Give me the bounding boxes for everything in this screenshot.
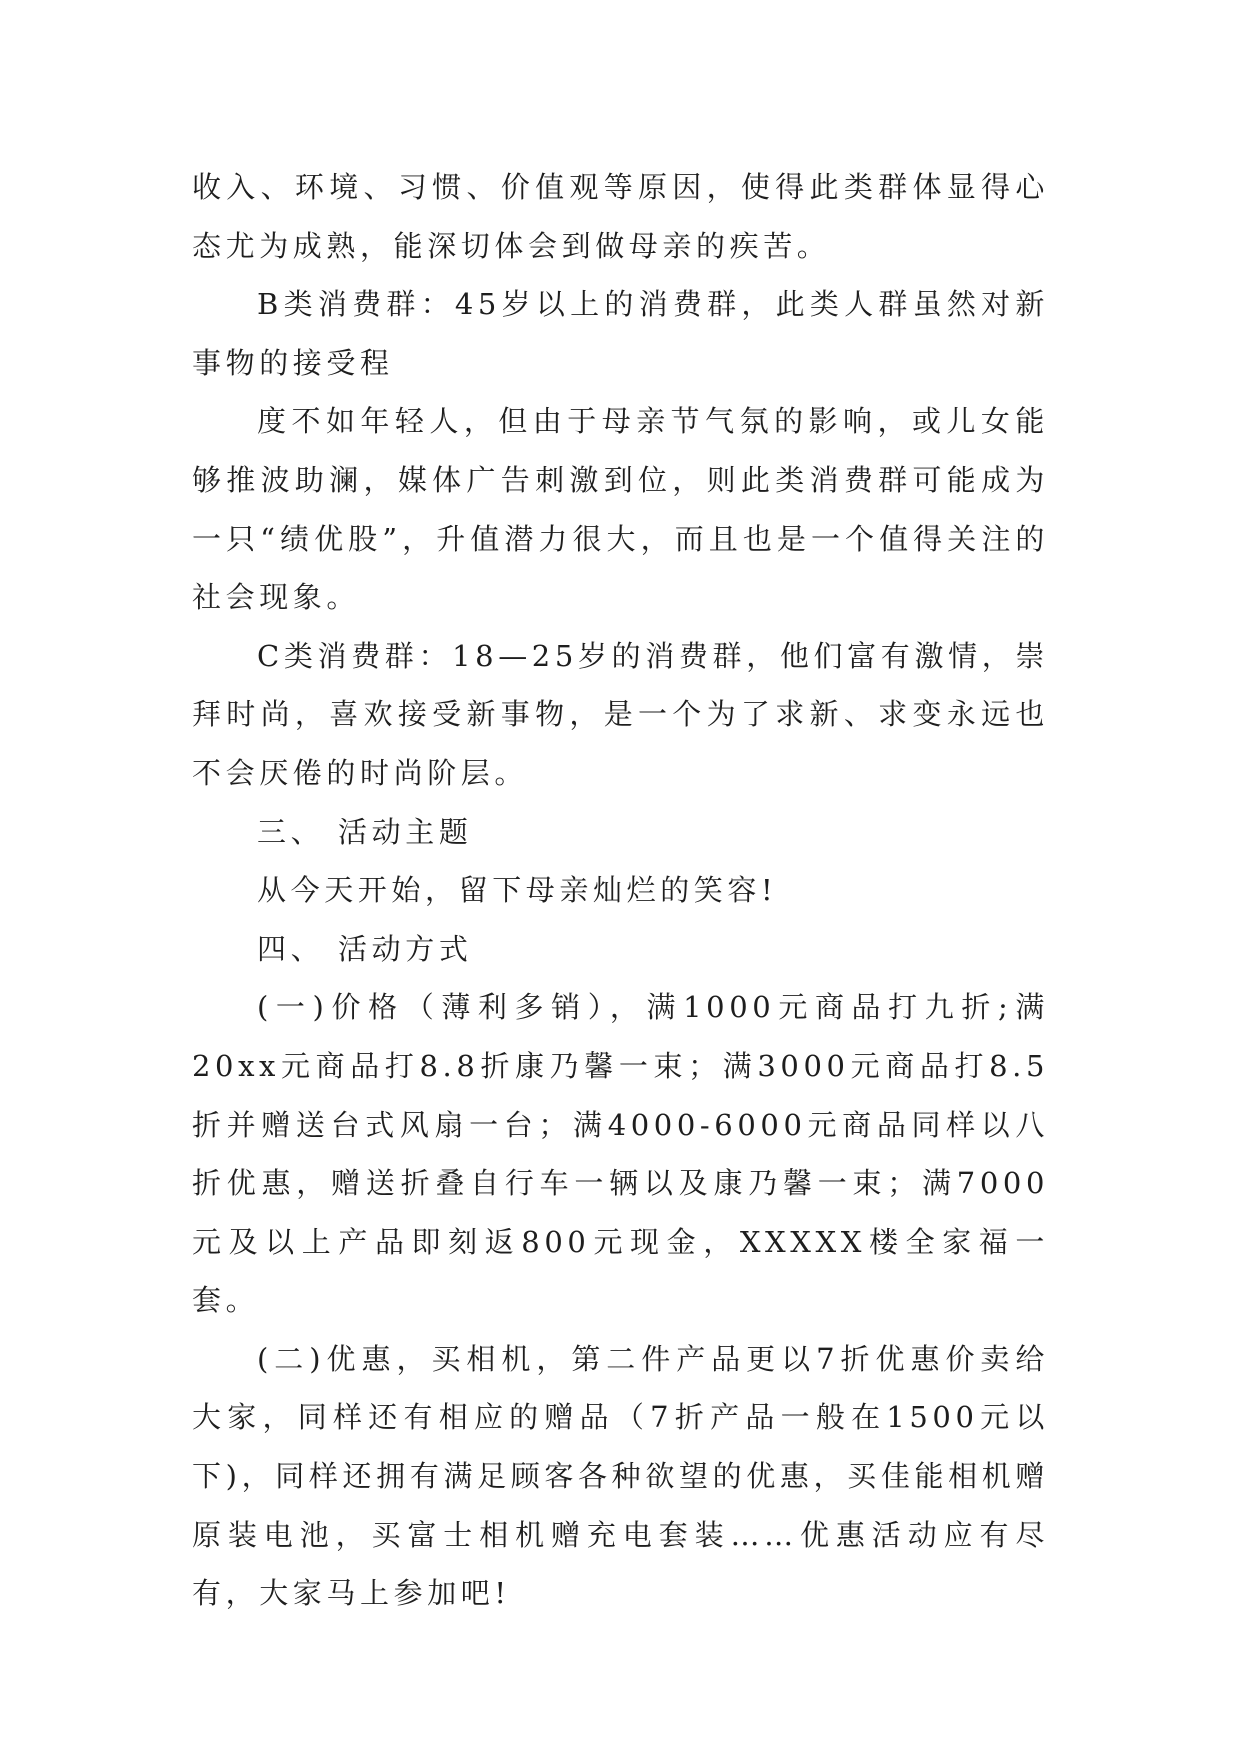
paragraph-group-b: B类消费群：45岁以上的消费群，此类人群虽然对新事物的接受程 <box>192 287 1049 380</box>
paragraph-price: (一)价格（薄利多销），满1000元商品打九折;满20xx元商品打8.8折康乃馨一束；满3000元商品打8.5折并赠送台式风扇一台；满4000-6000元商品同样以八折优惠，赠送折叠自行车一辆以及康乃馨一束；满7000元及以上产品即刻返800元现金，XXXXX楼全家福一套。 <box>192 990 1049 1318</box>
section-heading-theme: 三、 活动主题 <box>257 814 473 849</box>
paragraph-discount: (二)优惠，买相机，第二件产品更以7折优惠价卖给大家，同样还有相应的赠品（7折产品一般在1500元以下)，同样还拥有满足顾客各种欲望的优惠，买佳能相机赠原装电池，买富士相机赠充电套装……优惠活动应有尽有，大家马上参加吧! <box>192 1341 1049 1611</box>
section-heading-method: 四、 活动方式 <box>257 931 473 966</box>
paragraph-group-a-continued: 收入、环境、习惯、价值观等原因，使得此类群体显得心态尤为成熟，能深切体会到做母亲的疾苦。 <box>192 170 1049 263</box>
paragraph-group-c: C类消费群：18—25岁的消费群，他们富有激情，崇拜时尚，喜欢接受新事物，是一个为了求新、求变永远也不会厌倦的时尚阶层。 <box>192 638 1049 790</box>
paragraph-group-b-continued: 度不如年轻人，但由于母亲节气氛的影响，或儿女能够推波助澜，媒体广告刺激到位，则此类消费群可能成为一只“绩优股”，升值潜力很大，而且也是一个值得关注的社会现象。 <box>192 404 1049 615</box>
document-page <box>192 158 1049 1623</box>
paragraph-theme: 从今天开始，留下母亲灿烂的笑容! <box>257 873 778 908</box>
